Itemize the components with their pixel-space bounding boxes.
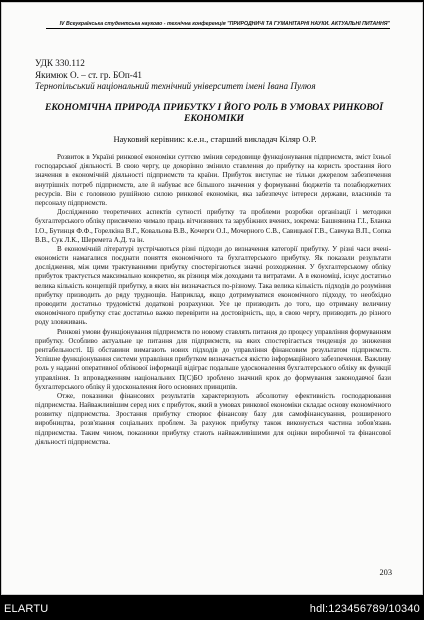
scientific-supervisor: Науковий керівник: к.е.н., старший викладач Кіляр О.Р. (113, 134, 317, 144)
conference-header: IV Всеукраїнська студентська науково - технічна конференція "ПРИРОДНИЧІ ТА ГУМАНІТАРНІ НАУКИ. АКТУАЛЬНІ ПИТАННЯ" (46, 21, 390, 29)
affiliation: Тернопільський національний технічний університет імені Івана Пулюя (35, 81, 316, 92)
author-line: Якимюк О. – ст. гр. БОп-41 (35, 69, 143, 80)
document-page (1, 2, 423, 595)
handle-id: hdl:123456789/10340 (309, 603, 420, 615)
body-paragraph: Отже, показники фінансових результатів характеризують абсолютну ефективність господарювання підприємства. Найважливішим серед них є прибуток, який в умовах ринкової економіки складає основу економічного розвитку підприємства. Зростання прибутку створює фінансову базу для самофінансування, розширеного виробництва, розв'язання соціальних проблем. За рахунок прибутку також виконується частина зобов'язань підприємства. Таким чином, показники прибутку стають найважливішими для оцінки виробничої та фінансової діяльності підприємства. (35, 391, 391, 446)
article-title: ЕКОНОМІЧНА ПРИРОДА ПРИБУТКУ І ЙОГО РОЛЬ В УМОВАХ РИНКОВОЇ ЕКОНОМІКИ (44, 102, 384, 125)
body-paragraph: Ринкові умови функціонування підприємств по новому ставлять питання до процесу управління формуванням прибутку. Особливо актуальне це питання для підприємств, на яких спостерігається тенденція до зниження рентабельності. Ці обставини вимагають нових підходів до управління фінансовим результатом підприємств. Успішне функціонування системи управління прибутком визначається якістю інформаційного забезпечення. Важливу роль у наданні оперативної облікової інформації відіграє подальше удосконалення бухгалтерського обліку як функції управління. Із впровадженням національних П(С)БО зроблено значний крок до формування законодавчої бази бухгалтерського обліку й удосконалення його основних принципів. (35, 327, 391, 391)
body-paragraph: Розвиток в Україні ринкової економіки суттєво змінив середовище функціонування підприємств, зміст їхньої господарської діяльності. В свою чергу, це докорінно змінило ставлення до прибутку на користь зростання його значення в економічній діяльності підприємств та країни. Прибуток виступає не тільки джерелом забезпечення внутрішніх потреб підприємств, але й набуває все більшого значення у формуванні бюджетів та позабюджетних ресурсів. Він є головною рушійною силою ринкової економіки, яка забезпечує інтереси держави, власників та персоналу підприємств. (35, 153, 391, 207)
article-body (35, 153, 391, 447)
article-meta (35, 58, 395, 93)
page-number: 203 (379, 568, 392, 577)
body-paragraph: В економічній літературі зустрічаються різні підходи до визначення категорії прибутку. У різні часи вчені-економісти намагалися поєднати поняття економічного та бухгалтерського прибутку. Як показали результати дослідження, між цими трактуваннями прибутку спостерігаються значні розходження. У бухгалтерському обліку прибуток трактується максимально конкретно, як різниця між доходами та витратами. А в економіці, існує достатньо велика кількість концепцій прибутку, в яких він визначається по-різному. Така велика кількість підходів до розуміння прибутку призводить до ряду труднощів. Наприклад, якщо дотримуватися економічного підходу, то необхідно проводити достатньо трудомісткі додаткові розрахунки. Усе це призводить до того, що отриману величину економічного прибутку стає достатньо важко перевірити на достовірність, що, в свою чергу, призводить до різного роду зловживань. (35, 244, 391, 327)
body-paragraph: Дослідженню теоретичних аспектів сутності прибутку та проблеми розробки організації і методики бухгалтерського обліку присвячено чимало праць вітчизняних та зарубіжних вчених, зокрема: Башнянина Г.І., Бланка І.О., Бутинця Ф.Ф., Горелкіна В.Г., Ковальова В.В., Кочерги О.І., Мочерного С.В., Савицької Г.В., Савчука В.П., Сопка В.В., Сук Л.К., Шеремета А.Д. та ін. (35, 208, 391, 244)
repository-name: ELARTU (4, 603, 49, 615)
udc-code: УДК 330.112 (35, 58, 85, 68)
